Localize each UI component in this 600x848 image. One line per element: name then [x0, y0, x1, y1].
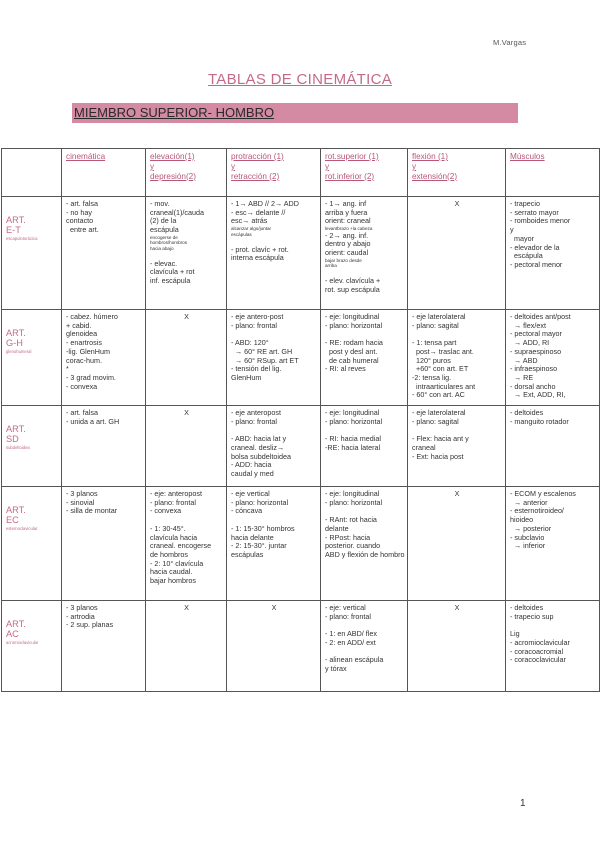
cell-text: - eje: vertical - plano: frontal - 1: en ABD/ flex - 2: en ADD/ ext - alinean escápula y tórax: [325, 603, 384, 673]
cell-protraccion: X: [227, 601, 321, 692]
table-row: [2, 601, 600, 692]
cell-musculos: - deltoides - manguito rotador: [506, 406, 600, 487]
cell-musculos: - trapecio - serrato mayor - romboides menor y mayor - elevador de la escápula - pectoral menor: [506, 197, 600, 310]
table-row: [2, 197, 600, 310]
cell-flexion: X: [408, 601, 506, 692]
cell-protraccion: [227, 406, 321, 487]
header-cinematica: cinemática: [62, 149, 146, 197]
cell-flexion: - eje laterolateral - plano: sagital - Flex: hacia ant y craneal - Ext: hacia post: [408, 406, 506, 487]
cell-flexion: - eje laterolateral - plano: sagital - 1: tensa part post→ traslac ant. 120° puros +60° con art. ET -2: tensa lig. intraarticulares ant - 60° con art. AC: [408, 310, 506, 406]
joint-subtitle: acromioclavicular: [6, 640, 39, 645]
cell-rotacion: [321, 601, 408, 692]
cell-protraccion: [227, 310, 321, 406]
table-row: [2, 487, 600, 601]
cell-text: - eje: anteropost - plano: frontal - convexa - 1: 30-45°. clavícula hacia craneal. encogerse de hombros - 2: 10° clavícula hacia caudal. bajar hombros: [150, 489, 212, 586]
cell-text: - 1→ ABD // 2→ ADD - esc→ delante // esc→ atrás: [231, 199, 299, 226]
joint-label: [2, 487, 62, 601]
joint-subtitle: escapulotorácica: [6, 236, 38, 241]
header-elevacion: elevación(1) y depresión(2): [146, 149, 227, 197]
cell-rotacion: [321, 310, 408, 406]
joint-name: ART. AC: [6, 619, 26, 639]
header-musculos: Músculos: [506, 149, 600, 197]
cell-text: - eje antero-post - plano: frontal - ABD: 120° → 60° RE art. GH → 60° RSup. art ET - tensión del lig. GlenHum: [231, 312, 299, 382]
cell-note: encogerse de hombros/hombros hacia abajo: [150, 234, 188, 251]
cell-protraccion: [227, 197, 321, 310]
joint-subtitle: esternoclavicular: [6, 526, 38, 531]
cell-rotacion: [321, 197, 408, 310]
joint-label: [2, 601, 62, 692]
cell-text: - eje: longitudinal - plano: horizontal - RI: hacia medial -RE: hacia lateral: [325, 408, 383, 452]
cell-note: levantbrazo +la cabeza: [325, 226, 373, 232]
page-title: TABLAS DE CINEMÁTICA: [207, 71, 393, 88]
cell-text: - elevac. clavícula + rot inf. escápula: [150, 258, 195, 286]
header-protraccion: protracción (1) y retracción (2): [227, 149, 321, 197]
joint-name: ART. EC: [6, 505, 26, 525]
page-number: 1: [520, 798, 526, 809]
cell-elevacion: [146, 487, 227, 601]
joint-label: [2, 197, 62, 310]
joint-name: ART. E-T: [6, 215, 26, 235]
section-heading-text: MIEMBRO SUPERIOR- HOMBRO: [74, 105, 275, 120]
joint-label: [2, 310, 62, 406]
cell-text: - mov. craneal(1)/cauda (2) de la escápula: [150, 199, 204, 235]
joint-name: ART. SD: [6, 424, 26, 444]
author-name: M.Vargas: [493, 38, 527, 47]
cell-cinematica: - cabez. húmero + cabid. glenoidea - enartrosis -lig. GlenHum corac-hum. * - 3 grad movim. - convexa: [62, 310, 146, 406]
cell-text: - eje vertical - plano: horizontal - cóncava - 1: 15-30° hombros hacia delante - 2: 15-30°. juntar escápulas: [231, 489, 295, 559]
header-empty: [2, 149, 62, 197]
joint-subtitle: glenohumeral: [6, 349, 32, 354]
cell-cinematica: - art. falsa - no hay contacto entre art.: [62, 197, 146, 310]
cell-elevacion: X: [146, 601, 227, 692]
table-row: [2, 406, 600, 487]
cell-note: alcanzar algo/juntar escápulas: [231, 226, 272, 237]
cell-protraccion: [227, 487, 321, 601]
cell-cinematica: - 3 planos - sinovial - silla de montar: [62, 487, 146, 601]
cell-flexion: X: [408, 197, 506, 310]
cell-musculos: - deltoides ant/post → flex/ext - pectoral mayor → ADD, RI - supraespinoso → ABD - infraespinoso → RE - dorsal ancho → Ext, ADD, RI,: [506, 310, 600, 406]
cell-flexion: X: [408, 487, 506, 601]
joint-label: [2, 406, 62, 487]
cell-elevacion: [146, 197, 227, 310]
cell-cinematica: - 3 planos - artrodia - 2 sup. planas: [62, 601, 146, 692]
cell-text: - 1→ ang. inf arriba y fuera orient: craneal: [325, 199, 371, 226]
cell-rotacion: [321, 487, 408, 601]
cell-musculos: - ECOM y escalenos → anterior - esternotiroideo/ hioideo → posterior - subclavio → inferior: [506, 487, 600, 601]
cell-musculos: - deltoides - trapecio sup Lig - acromioclavicular - coracoacromial - coracoclavicular: [506, 601, 600, 692]
header-rotacion: rot.superior (1) y rot.inferior (2): [321, 149, 408, 197]
cell-elevacion: X: [146, 310, 227, 406]
cell-note: bajar brazo desde arriba: [325, 257, 362, 269]
header-row: [2, 149, 600, 197]
section-heading: [72, 103, 518, 123]
cell-text: - eje anteropost - plano: frontal - ABD: hacia lat y craneal. desliz→ bolsa subdeltoidea - ADD: hacia caudal y med: [231, 408, 291, 478]
cell-elevacion: X: [146, 406, 227, 487]
cell-text: - eje: longitudinal - plano: horizontal - RAnt: rot hacia delante - RPost: hacia posterior. cuando ABD y flexión de hombro: [325, 489, 405, 559]
cell-text: - eje: longitudinal - plano: horizontal - RE: rodam hacia post y desl ant. de cab humeral - RI: al reves: [325, 312, 383, 374]
joint-subtitle: subdeltoidea: [6, 445, 30, 450]
cell-rotacion: [321, 406, 408, 487]
cell-text: - 2→ ang. inf. dentro y abajo orient: caudal: [325, 230, 371, 257]
table-row: [2, 310, 600, 406]
header-flexion: flexión (1) y extensión(2): [408, 149, 506, 197]
cell-text: - prot. clavíc + rot. interna escápula: [231, 244, 289, 263]
joint-name: ART. G-H: [6, 328, 26, 348]
cell-text: - elev. clavícula + rot. sup escápula: [325, 276, 381, 294]
kinematics-table: [1, 148, 600, 692]
cell-cinematica: - art. falsa - unida a art. GH: [62, 406, 146, 487]
